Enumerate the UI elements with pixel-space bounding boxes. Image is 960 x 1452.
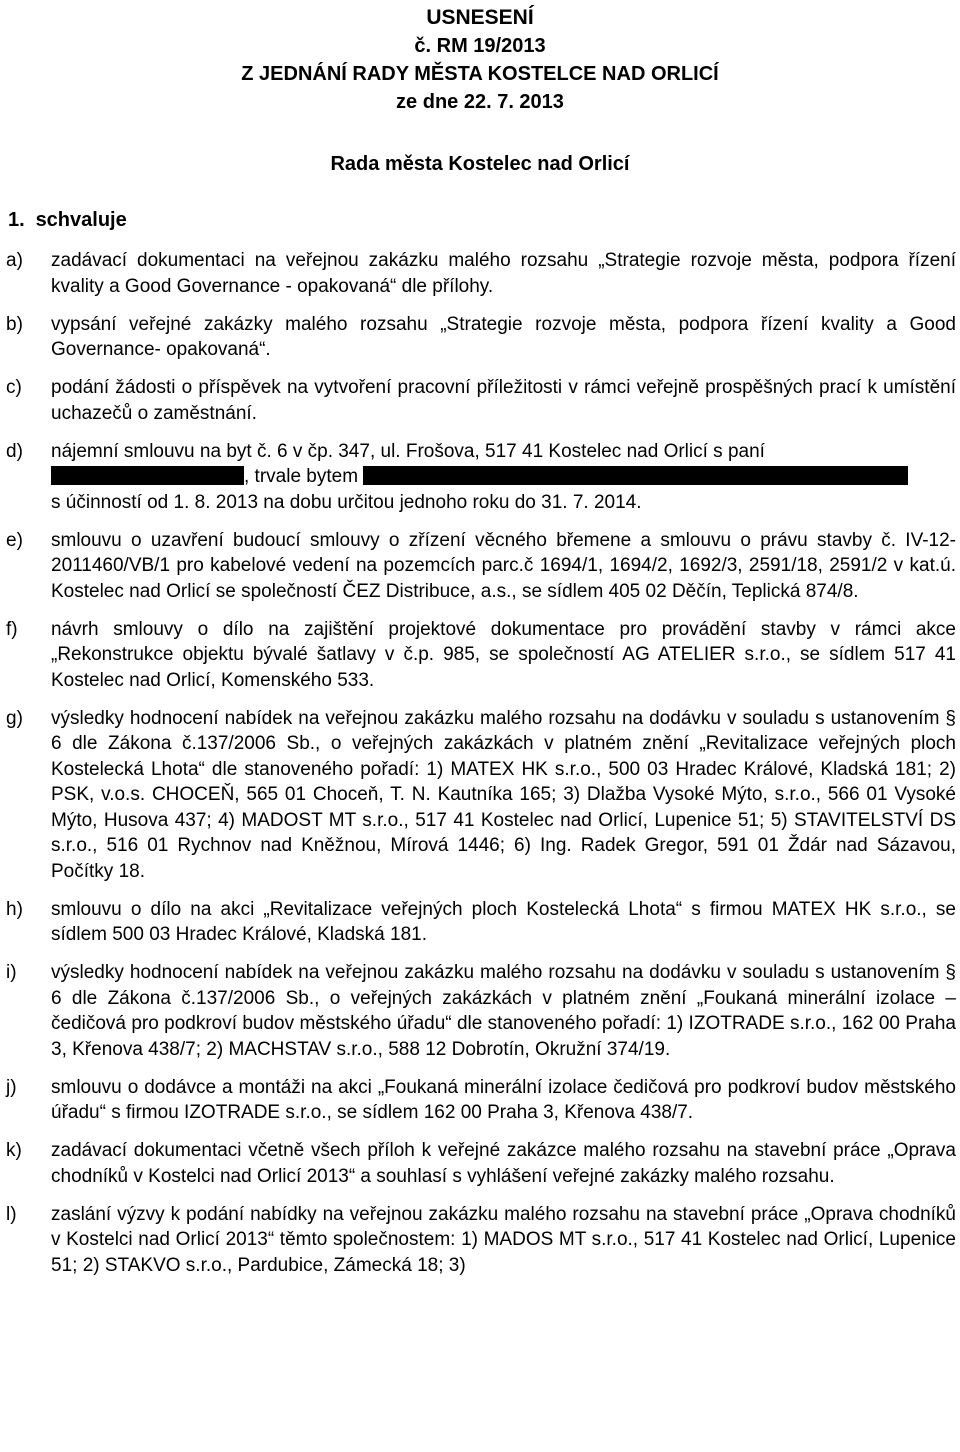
- resolution-number: č. RM 19/2013: [414, 35, 546, 57]
- list-item: [6, 1075, 956, 1126]
- list-item: [6, 528, 956, 605]
- item-label: f): [6, 618, 18, 640]
- item-label: i): [6, 962, 17, 983]
- section-title: schvaluje: [35, 209, 127, 231]
- resolution-list: [6, 248, 956, 1291]
- item-text: návrh smlouvy o dílo na zajištění projektové dokumentace pro provádění stavby v rámci akce „Rekonstrukce objektu bývalé šatlavy v č.p. 985, se společností AG ATELIER s.r.o., se sídlem 517 41 Kostelec nad Orlicí, Komenského 533.: [51, 618, 956, 691]
- item-label: c): [6, 377, 22, 398]
- meeting-date: ze dne 22. 7. 2013: [396, 91, 564, 113]
- item-text: smlouvu o dílo na akci „Revitalizace veřejných ploch Kostelecká Lhota“ s firmou MATEX HK s.r.o., se sídlem 500 03 Hradec Králové, Kladská 181.: [51, 898, 956, 945]
- list-item: [6, 439, 956, 516]
- item-text: zaslání výzvy k podání nabídky na veřejnou zakázku malého rozsahu na stavební práce „Oprava chodníků v Kostelci nad Orlicí 2013“ těmto společnostem: 1) MADOS MT s.r.o., 517 41 Kostelec nad Orlicí, Lupenice 51; 2) STAKVO s.r.o., Pardubice, Zámecká 18; 3): [51, 1203, 956, 1276]
- item-text: zadávací dokumentaci na veřejnou zakázku malého rozsahu „Strategie rozvoje města, podpora řízení kvality a Good Governance - opakovaná“ dle přílohy.: [51, 250, 956, 297]
- item-text: podání žádosti o příspěvek na vytvoření pracovní příležitosti v rámci veřejně prospěšných prací k umístění uchazečů o zaměstnání.: [51, 377, 956, 424]
- item-label: b): [6, 313, 23, 335]
- item-text: [51, 439, 956, 516]
- item-text: výsledky hodnocení nabídek na veřejnou zakázku malého rozsahu na dodávku v souladu s ustanovením § 6 dle Zákona č.137/2006 Sb., o veřejných zakázkách v platném znění „Revitalizace veřejných ploch Kostelecká Lhota“ dle stanoveného pořadí: 1) MATEX HK s.r.o., 500 03 Hradec Králové, Kladská 181; 2) PSK, v.o.s. CHOCEŇ, 565 01 Choceň, T. N. Kautníka 165; 3) Dlažba Vysoké Mýto, s.r.o., 566 01 Vysoké Mýto, Husova 437; 4) MADOST MT s.r.o., 517 41 Kostelec nad Orlicí, Lupenice 51; 5) STAVITELSTVÍ DS s.r.o., 516 01 Rychnov nad Kněžnou, Mírová 1446; 6) Ing. Radek Gregor, 591 01 Ždár nad Sázavou, Počítky 18.: [51, 707, 956, 882]
- item-label: g): [6, 707, 23, 729]
- section-heading: [8, 206, 127, 234]
- list-item: [6, 312, 956, 363]
- item-text: smlouvu o uzavření budoucí smlouvy o zřízení věcného břemene a smlouvu o právu stavby č. IV-12-2011460/VB/1 pro kabelové vedení na pozemcích parc.č 1694/1, 1694/2, 1692/3, 2591/18, 2591/2 v kat.ú. Kostelec nad Orlicí se společností ČEZ Distribuce, a.s., se sídlem 405 02 Děčín, Teplická 874/8.: [51, 529, 956, 602]
- item-label: k): [6, 1140, 22, 1161]
- item-label: a): [6, 250, 23, 271]
- item-text: smlouvu o dodávce a montáži na akci „Foukaná minerální izolace čedičová pro podkroví budov městského úřadu“ s firmou IZOTRADE s.r.o., se sídlem 162 00 Praha 3, Křenova 438/7.: [51, 1076, 956, 1123]
- list-item: [6, 617, 956, 694]
- document-subtitle: Z JEDNÁNÍ RADY MĚSTA KOSTELCE NAD ORLICÍ: [241, 63, 719, 85]
- list-item: [6, 706, 956, 885]
- list-item: [6, 1138, 956, 1189]
- item-text-part: s účinností od 1. 8. 2013 na dobu určitou jednoho roku do 31. 7. 2014.: [51, 491, 642, 513]
- item-label: e): [6, 529, 23, 551]
- list-item: [6, 375, 956, 426]
- redacted-address: [363, 466, 908, 485]
- item-text-part: nájemní smlouvu na byt č. 6 v čp. 347, ul. Frošova, 517 41 Kostelec nad Orlicí s paní: [51, 440, 765, 462]
- list-item: [6, 1202, 956, 1279]
- list-item: [6, 960, 956, 1062]
- council-heading: Rada města Kostelec nad Orlicí: [330, 153, 630, 175]
- item-text: zadávací dokumentaci včetně všech příloh k veřejné zakázce malého rozsahu na stavební práce „Oprava chodníků v Kostelci nad Orlicí 2013“ a souhlasí s vyhlášení veřejné zakázky malého rozsahu.: [51, 1140, 956, 1187]
- item-text: výsledky hodnocení nabídek na veřejnou zakázku malého rozsahu na dodávku v souladu s ustanovením § 6 dle Zákona č.137/2006 Sb., o veřejných zakázkách v platném znění „Foukaná minerální izolace – čedičová pro podkroví budov městského úřadu“ dle stanoveného pořadí: 1) IZOTRADE s.r.o., 162 00 Praha 3, Křenova 438/7; 2) MACHSTAV s.r.o., 588 12 Dobrotín, Okružní 374/19.: [51, 962, 956, 1060]
- item-label: j): [6, 1076, 17, 1098]
- document-header: [0, 4, 960, 116]
- item-label: l): [6, 1203, 17, 1225]
- list-item: [6, 248, 956, 299]
- item-label: d): [6, 440, 23, 462]
- item-label: h): [6, 898, 23, 920]
- redacted-name: [51, 466, 244, 485]
- document-title: USNESENÍ: [426, 6, 534, 29]
- section-number: 1.: [8, 209, 25, 231]
- list-item: [6, 897, 956, 948]
- item-text: vypsání veřejné zakázky malého rozsahu „Strategie rozvoje města, podpora řízení kvality a Good Governance- opakovaná“.: [51, 313, 956, 360]
- item-text-part: , trvale bytem: [244, 466, 359, 487]
